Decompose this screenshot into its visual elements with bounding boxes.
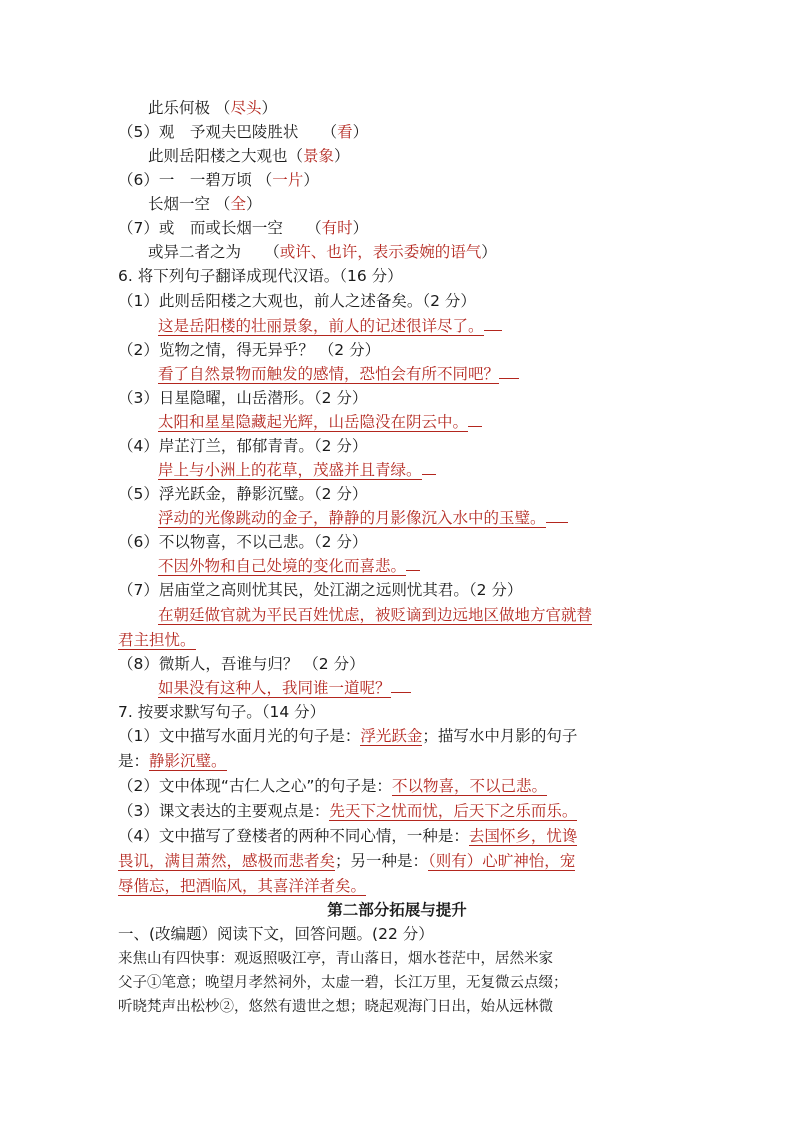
- answer-blank: [391, 692, 411, 693]
- answer-text: 君主担忧。: [118, 631, 196, 649]
- q6-answer-5: [158, 507, 568, 529]
- passage-line-3: 听晓梵声出松杪②，悠然有遗世之想；晓起观海门日出，始从远林微: [118, 999, 553, 1015]
- q7-s4-line3: [118, 875, 366, 897]
- answer-text: 不以物喜，不以己悲。: [391, 777, 547, 795]
- vocab-close: ）: [352, 219, 369, 237]
- vocab-close: ）: [352, 123, 369, 141]
- answer-blank: [546, 522, 568, 523]
- q6-answer-6: [158, 555, 420, 577]
- vocab-line-3: [148, 145, 350, 167]
- answer-blank: [406, 570, 420, 571]
- q6-item-1: （1）此则岳阳楼之大观也，前人之述备矣。（2 分）: [118, 292, 476, 310]
- answer-text: 岸上与小洲上的花草，茂盛并且青绿。: [158, 461, 422, 479]
- answer-blank: [468, 426, 482, 427]
- prompt-text: （3）课文表达的主要观点是：: [118, 802, 330, 820]
- q7-s1-line2: [118, 750, 227, 772]
- answer-text: 太阳和星星隐藏起光辉，山岳隐没在阴云中。: [158, 413, 469, 431]
- q6-item-6: （6）不以物喜，不以己悲。（2 分）: [118, 533, 368, 551]
- q7-s4-line2: [118, 850, 575, 872]
- q6-answer-1: [158, 315, 502, 337]
- q6-answer-7a: [158, 604, 592, 626]
- vocab-line-2: [118, 121, 368, 143]
- vocab-answer: 全: [230, 195, 246, 213]
- vocab-answer: 尽头: [230, 99, 262, 117]
- vocab-answer: 看: [337, 123, 353, 141]
- answer-blank: [422, 474, 436, 475]
- answer-text: 浮动的光像跳动的金子，静静的月影像沉入水中的玉璧。: [158, 509, 546, 527]
- vocab-line-7: [148, 241, 497, 263]
- q6-item-5: （5）浮光跃金，静影沉璧。（2 分）: [118, 485, 368, 503]
- part2-heading: 第二部分拓展与提升: [327, 901, 467, 919]
- answer-text: 去国怀乡，忧谗: [468, 827, 578, 845]
- answer-text: 如果没有这种人，我同谁一道呢？: [158, 679, 391, 697]
- answer-text: （则有）心旷神怡，宠: [428, 852, 576, 870]
- vocab-answer: 一片: [272, 171, 304, 189]
- vocab-text: （7）或 而或长烟一空 （: [118, 219, 322, 237]
- answer-blank: [499, 378, 519, 379]
- vocab-line-1: [148, 97, 277, 119]
- passage-line-1: 来焦山有四快事：观返照吸江亭，青山落日，烟水苍茫中，居然米家: [118, 951, 553, 967]
- answer-text: 先天下之忧而忧，后天下之乐而乐。: [329, 802, 578, 820]
- vocab-text: 此则岳阳楼之大观也（: [148, 147, 304, 165]
- prompt-text: （2）文中体现“古仁人之心”的句子是：: [118, 777, 392, 795]
- answer-text: 不因外物和自己处境的变化而喜悲。: [158, 557, 407, 575]
- vocab-close: ）: [303, 171, 319, 189]
- vocab-text: （5）观 予观夫巴陵胜状 （: [118, 123, 338, 141]
- vocab-text: （6）一 一碧万顷 （: [118, 171, 273, 189]
- vocab-answer: 或许、也许，表示委婉的语气: [279, 243, 482, 261]
- vocab-line-5: [148, 193, 261, 215]
- prompt-text: ；描写水中月影的句子: [422, 727, 578, 745]
- prompt-text: （4）文中描写了登楼者的两种不同心情，一种是：: [118, 827, 469, 845]
- q6-answer-3: [158, 411, 482, 433]
- vocab-close: ）: [245, 195, 262, 213]
- q6-item-3: （3）日星隐曜，山岳潜形。（2 分）: [118, 389, 368, 407]
- prompt-text: （1）文中描写水面月光的句子是：: [118, 727, 361, 745]
- vocab-close: ）: [334, 147, 350, 165]
- prompt-text: 是：: [118, 752, 150, 770]
- vocab-line-4: [118, 169, 319, 191]
- vocab-text: 长烟一空 （: [148, 195, 231, 213]
- prompt-text: ；另一种是：: [335, 852, 429, 870]
- q7-s2: [118, 775, 547, 797]
- vocab-text: 或异二者之为 （: [148, 243, 280, 261]
- vocab-answer: 有时: [321, 219, 353, 237]
- answer-text: 看了自然景物而触发的感情，恐怕会有所不同吧？: [158, 365, 500, 383]
- q6-item-8: （8）微斯人，吾谁与归？ （2 分）: [118, 655, 365, 673]
- answer-blank: [484, 330, 502, 331]
- vocab-answer: 景象: [303, 147, 335, 165]
- q6-answer-4: [158, 459, 436, 481]
- q6-answer-2: [158, 363, 519, 385]
- answer-text: 浮光跃金: [360, 727, 423, 745]
- answer-text: 这是岳阳楼的壮丽景象，前人的记述很详尽了。: [158, 317, 484, 335]
- answer-text: 静影沉璧。: [149, 752, 227, 770]
- vocab-text: 此乐何极 （: [148, 99, 231, 117]
- vocab-close: ）: [261, 99, 277, 117]
- q7-title: 7. 按要求默写句子。（14 分）: [118, 703, 326, 721]
- q6-title: 6. 将下列句子翻译成现代汉语。（16 分）: [118, 267, 403, 285]
- q6-item-7: （7）居庙堂之高则忧其民，处江湖之远则忧其君。（2 分）: [118, 581, 523, 599]
- q7-s4-line1: [118, 825, 577, 847]
- passage-line-2: 父子①笔意；晚望月孝然祠外，太虚一碧，长江万里，无复微云点缀；: [118, 975, 568, 991]
- vocab-close: ）: [481, 243, 497, 261]
- q6-answer-8: [158, 677, 411, 699]
- vocab-line-6: [118, 217, 368, 239]
- q6-item-2: （2）览物之情，得无异乎？ （2 分）: [118, 341, 381, 359]
- q7-s1-line1: [118, 725, 577, 747]
- q6-item-4: （4）岸芷汀兰，郁郁青青。（2 分）: [118, 437, 368, 455]
- q7-s3: [118, 800, 577, 822]
- part2-q1-title: 一、(改编题）阅读下文，回答问题。(22 分）: [118, 925, 434, 943]
- answer-text: 辱偕忘，把酒临风，其喜洋洋者矣。: [118, 877, 367, 895]
- answer-text: 畏讥，满目萧然，感极而悲者矣: [118, 852, 336, 870]
- q6-answer-7b: [118, 629, 196, 651]
- answer-text: 在朝廷做官就为平民百姓忧虑，被贬谪到边远地区做地方官就替: [158, 606, 593, 624]
